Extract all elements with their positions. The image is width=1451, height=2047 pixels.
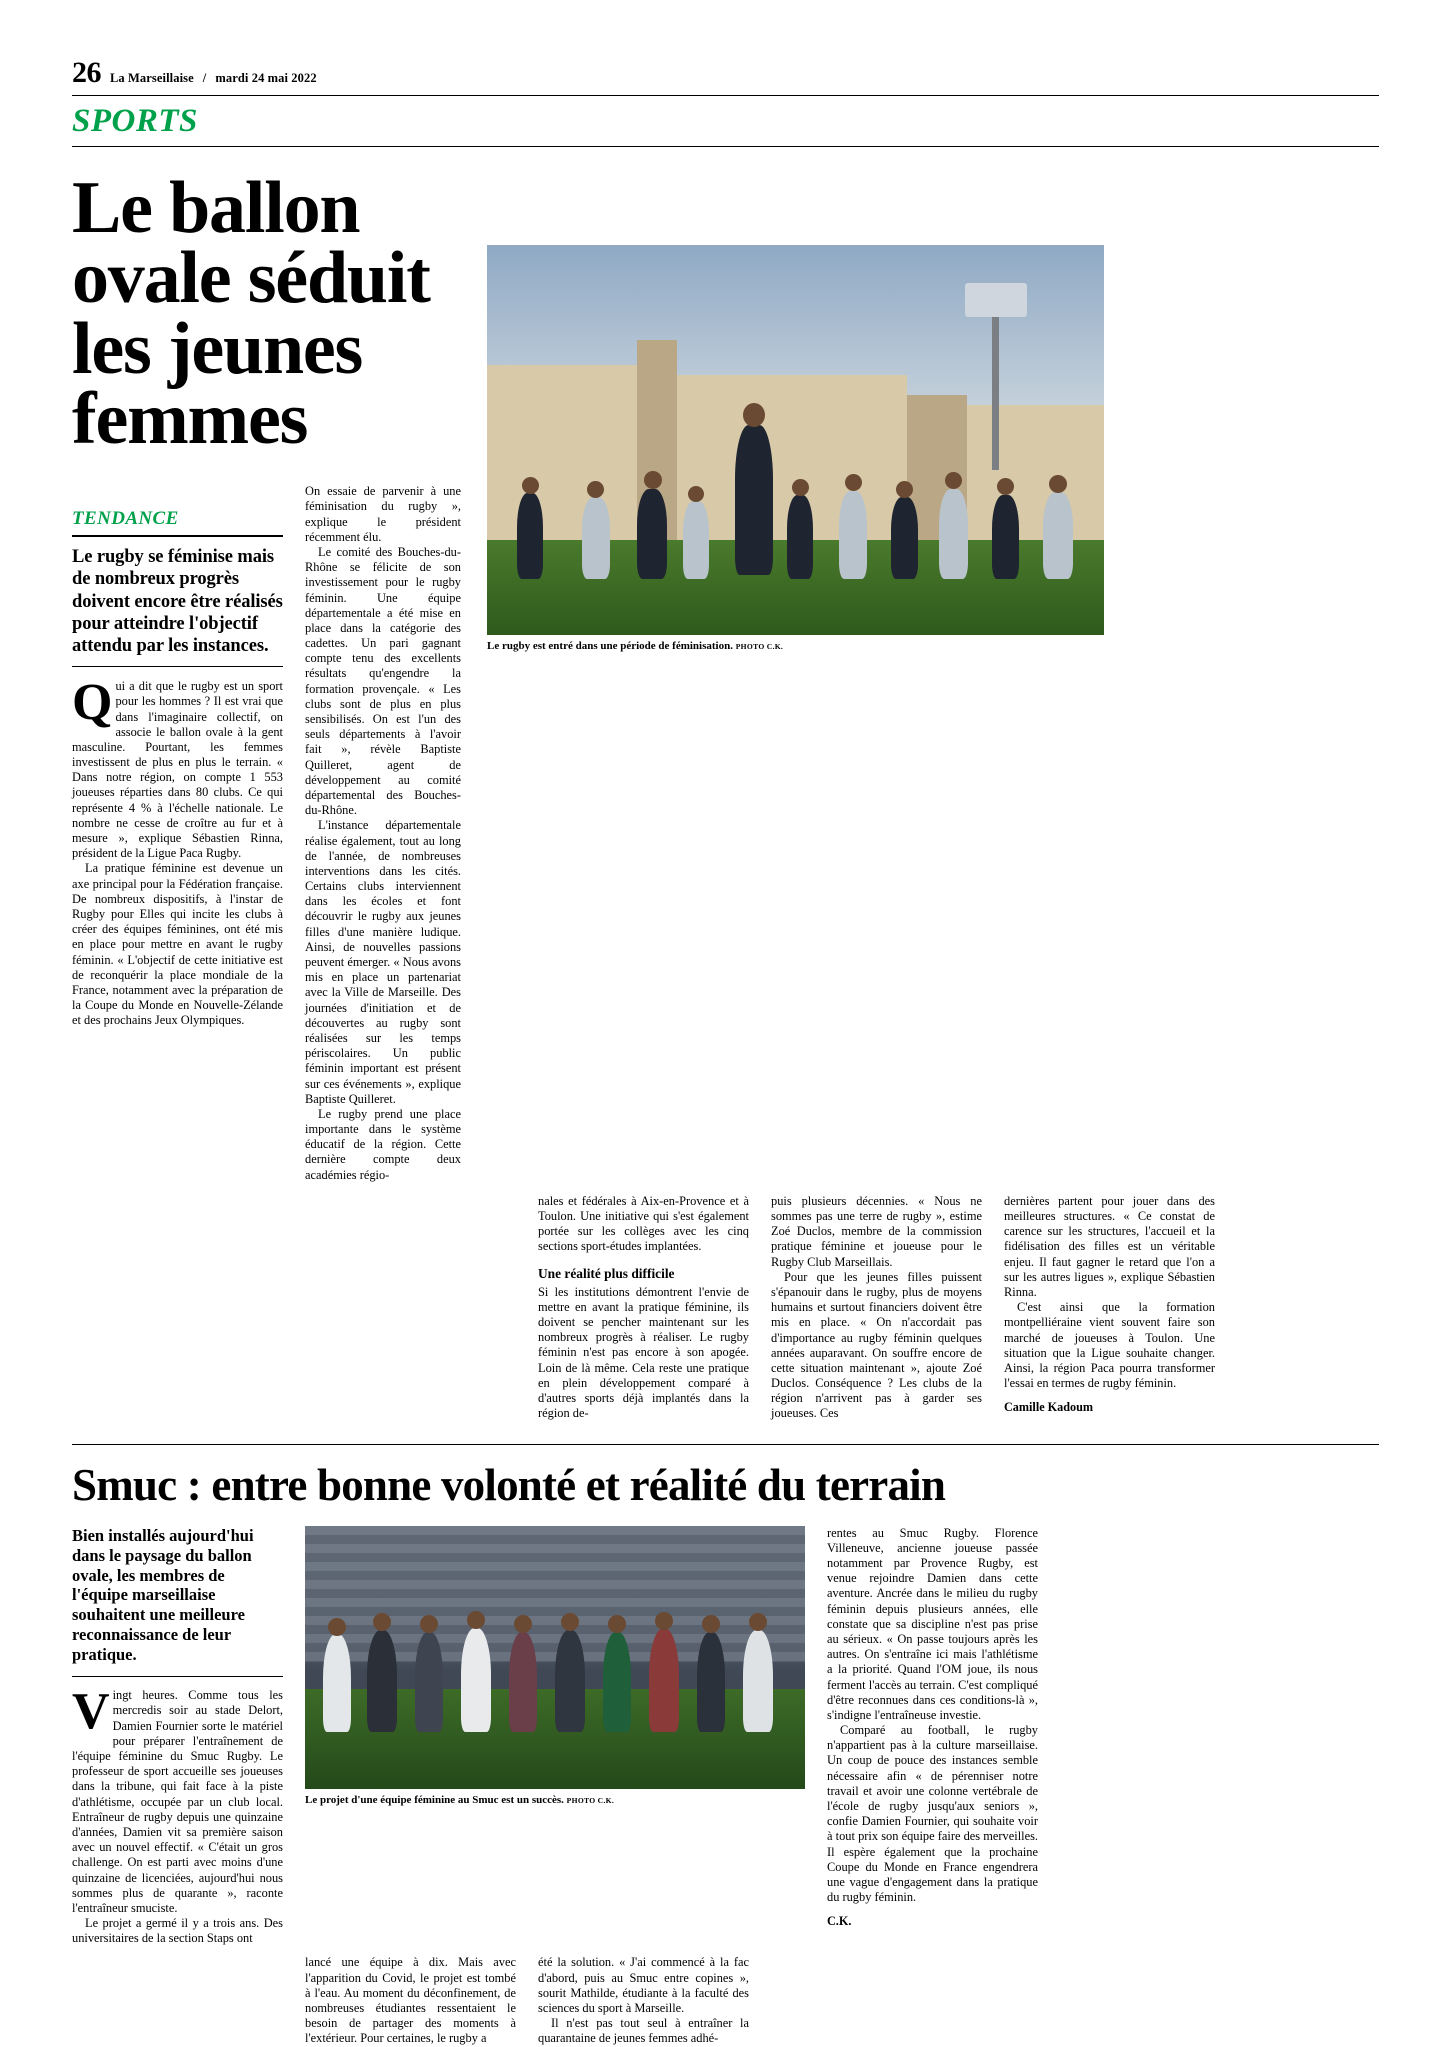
- article-1-col-4: [771, 1194, 982, 1422]
- paragraph: puis plusieurs décennies. « Nous ne sommes pas une terre de rugby », estime Zoé Duclos, membre de la commission pratique féminine et joueuse pour le Rugby Club Marseillais.: [771, 1193, 982, 1269]
- article-1-body-col-5: [1004, 1194, 1215, 1391]
- article-2-standfirst: Bien installés aujourd'hui dans le paysage du ballon ovale, les membres de l'équipe marseillaise souhaitent une meilleure reconnaissance de leur pratique.: [72, 1525, 254, 1665]
- article-1-col-2: [305, 484, 461, 1183]
- issue-date: mardi 24 mai 2022: [215, 71, 317, 85]
- article-1-photo-caption: [487, 640, 1379, 653]
- spacer-col-a2: [72, 1955, 283, 2046]
- article-1-byline: Camille Kadoum: [1004, 1400, 1094, 1415]
- article-1-photo-column: [487, 147, 1379, 1183]
- paragraph: Il n'est pas tout seul à entraîner la quarantaine de jeunes femmes adhé-: [538, 2016, 749, 2046]
- article-1-body-col-4: [771, 1194, 982, 1422]
- article-1-col-3: [538, 1194, 749, 1422]
- paragraph: C'est ainsi que la formation montpelliéraine vient souvent faire son marché de joueuses à Toulon. Une situation que la Ligue souhaite changer. Ainsi, la région Paca pourra transformer l'essai en termes de rugby féminin.: [1004, 1300, 1215, 1391]
- article-2-body-col-3: [538, 1955, 749, 2046]
- spacer-col-2: [305, 1194, 516, 1422]
- article-1-body-col-3: [538, 1194, 749, 1255]
- paragraph: été la solution. « J'ai commencé à la fac d'abord, puis au Smuc entre copines », sourit Mathilde, étudiante à la faculté des sciences du sport à Marseille.: [538, 1955, 749, 2016]
- article-1-col-1: [72, 484, 283, 1183]
- standfirst-rule: [72, 666, 283, 667]
- article-2-photo-caption: [305, 1794, 805, 1807]
- paragraph: Qui a dit que le rugby est un sport pour les hommes ? Il est vrai que dans l'imaginaire collectif, on associe le ballon ovale à la gent masculine. Pourtant, les femmes investissent de plus en plus le terrain. « Dans notre région, on compte 1 553 joueuses réparties dans 80 clubs. Ce qui représente 4 % à l'échelle nationale. Le nombre ne cesse de croître au fur et à mesure », explique Sébastien Rinna, président de la Ligue Paca Rugby.: [72, 674, 283, 861]
- article-2-byline: C.K.: [827, 1914, 852, 1929]
- kicker-rule: [72, 535, 283, 537]
- paragraph: nales et fédérales à Aix-en-Provence et à Toulon. Une initiative qui s'est également portée sur les collèges avec les cinq sections sport-études implantées.: [538, 1193, 749, 1254]
- spacer-col-a2b: [771, 1955, 982, 2046]
- paragraph: Pour que les jeunes filles puissent s'épanouir dans le rugby, plus de moyens humains et surtout financiers doivent être mis en place. « On n'accordait pas d'importance au rugby féminin quelques années auparavant. On souffre encore de cette situation maintenant », ajoute Zoé Duclos. Conséquence ? Les clubs de la région n'arrivent pas à garder ses joueuses. Ces: [771, 1269, 982, 1421]
- article-1-subhead: Une réalité plus difficile: [538, 1265, 675, 1281]
- article-1-top: [72, 147, 1379, 1183]
- article-1-col-5: [1004, 1194, 1215, 1422]
- article-2-body-col-4: [827, 1526, 1038, 1906]
- paragraph: dernières partent pour jouer dans des meilleures structures. « Ce constat de carence sur les structures, l'accueil et la fidélisation des filles est un véritable enjeu. Il faut gagner le retard que l'on a sur les autres ligues », explique Sébastien Rinna.: [1004, 1193, 1215, 1299]
- article-2-photo-wrap: [305, 1526, 805, 1947]
- article-1-kicker: TENDANCE: [72, 508, 179, 530]
- article-2-bottom: [72, 1955, 1379, 2046]
- folio-rule: [72, 95, 1379, 96]
- article-2-col-2: [305, 1955, 516, 2046]
- folio: [72, 58, 1379, 88]
- caption-text: Le rugby est entré dans une période de féminisation.: [487, 640, 733, 652]
- publication-name: La Marseillaise: [110, 71, 194, 85]
- article-1-standfirst: Le rugby se féminise mais de nombreux progrès doivent encore être réalisés pour atteindre l'objectif attendu par les instances.: [72, 547, 283, 656]
- spacer-col-1: [72, 1194, 283, 1422]
- article-1-headline: Le ballon ovale séduit les jeunes femmes: [72, 167, 430, 460]
- paragraph: rentes au Smuc Rugby. Florence Villeneuve, ancienne joueuse passée notamment par Provence Rugby, est venue rejoindre Damien dans cette aventure. Ancrée dans le milieu du rugby féminin depuis plusieurs années, elle constate que sa discipline n'est pas prise au sérieux. « On passe toujours après les autres. On s'entraîne ici mais l'athlétisme a la priorité. Quand l'OM joue, ils nous ferment l'accès au terrain. C'est compliqué d'être reconnues dans ces conditions-là », s'indigne l'entraîneuse investie.: [827, 1525, 1038, 1722]
- article-2-separator: [72, 1444, 1379, 1445]
- paragraph: Comparé au football, le rugby n'appartient pas à la culture marseillaise. Un coup de pouce des instances semble nécessaire afin « de pérenniser notre travail et avoir une colonne vertébrale de l'école de rugby jusqu'aux seniors », confie Damien Fournier, qui souhaite voir à tout prix son équipe faire des merveilles. Il espère également que la prochaine Coupe du Monde en France engendrera une vague d'engagement dans la pratique du rugby féminin.: [827, 1723, 1038, 1905]
- folio-separator: /: [202, 71, 207, 85]
- paragraph: L'instance départementale réalise également, tout au long de l'année, de nombreuses interventions dans les cités. Certains clubs interviennent dans les écoles et font découvrir le rugby aux jeunes filles d'une manière ludique. Ainsi, de nouvelles passions peuvent émerger. « Nous avons mis en place un partenariat avec la Ville de Marseille. Des journées d'initiation et de découvertes au rugby sont réalisées sur les temps périscolaires. Un public féminin important est présent sur ces événements », explique Baptiste Quilleret.: [305, 818, 461, 1106]
- photo-credit: PHOTO C.K.: [735, 642, 784, 651]
- article-2-right: [827, 1526, 1038, 1947]
- article-2-col-3: [538, 1955, 749, 2046]
- photo-credit: PHOTO C.K.: [566, 1795, 615, 1805]
- paragraph: Le comité des Bouches-du-Rhône se félicite de son investissement pour le rugby féminin. Une équipe départementale a été mise en place dans la catégorie des cadettes. Un pari gagnant compte tenu des excellents résultats qu'engendre la formation provençale. « Les clubs sont de plus en plus sensibilisés. On est l'un des seuls départements à l'avoir fait », révèle Baptiste Quilleret, agent de développement au comité départemental des Bouches-du-Rhône.: [305, 544, 461, 818]
- page-number: 26: [72, 56, 101, 89]
- article-1-body-col-2: [305, 484, 461, 1183]
- article-2-body-col-2: [305, 1955, 516, 2046]
- paragraph: Le projet a germé il y a trois ans. Des universitaires de la section Staps ont: [72, 1916, 283, 1946]
- section-kicker: SPORTS: [72, 103, 198, 139]
- paragraph: La pratique féminine est devenue un axe principal pour la Fédération française. De nombreux dispositifs, à l'instar de Rugby pour Elles qui incite les clubs à créer des équipes féminines, ont été mis en place pour mettre en avant le rugby féminin. « L'objectif de cette initiative est de reconquérir la place mondiale de la France, notamment avec la préparation de la Coupe du Monde en Nouvelle-Zélande et des prochains Jeux Olympiques.: [72, 861, 283, 1028]
- article-2-standfirst-rule: [72, 1676, 283, 1677]
- article-1-body-col-1: [72, 674, 283, 1028]
- paragraph: Vingt heures. Comme tous les mercredis soir au stade Delort, Damien Fournier sorte le matériel pour préparer l'entraînement de l'équipe féminine du Smuc Rugby. Le professeur de sport accueille ses joueuses dans la tribune, qui fait face à la piste d'athlétisme, occupée par un club local. Entraîneur de rugby depuis une quinzaine d'années, Damien vit sa première saison avec un nouvel effectif. « C'était un gros challenge. On est parti avec moins d'une quinzaine de licenciées, aujourd'hui nous sommes plus de quarante », raconte l'entraîneur smuciste.: [72, 1683, 283, 1915]
- paragraph: lancé une équipe à dix. Mais avec l'apparition du Covid, le projet est tombé à l'eau. Au moment du déconfinement, de nombreuses étudiantes ressentaient le besoin de partager des moments à l'extérieur. Pour certaines, le rugby a: [305, 1955, 516, 2046]
- article-2-body-col-1: [72, 1683, 283, 1946]
- article-2-headline: Smuc : entre bonne volonté et réalité du terrain: [72, 1459, 946, 1510]
- article-2-top: [72, 1526, 1379, 1947]
- article-2-photo: [305, 1526, 805, 1789]
- paragraph: Si les institutions démontrent l'envie de mettre en avant la pratique féminine, ils doivent se pencher maintenant sur les nombreux progrès à réaliser. Le rugby féminin n'est pas encore à son apogée. Loin de là même. Cela reste une pratique en plein développement comparé à d'autres sports déjà implantés dans la région de-: [538, 1284, 749, 1421]
- article-1-lower-columns: [72, 1194, 1379, 1422]
- article-1-left-column: [72, 147, 487, 1183]
- paragraph: Le rugby prend une place importante dans le système éducatif de la région. Cette dernière compte deux académies régio-: [305, 1106, 461, 1182]
- article-1-photo: [487, 245, 1104, 635]
- article-2-left: [72, 1526, 283, 1947]
- article-1-body-col-3b: [538, 1285, 749, 1422]
- caption-text: Le projet d'une équipe féminine au Smuc est un succès.: [305, 1793, 564, 1806]
- paragraph: On essaie de parvenir à une féminisation du rugby », explique le président récemment élu.: [305, 484, 461, 544]
